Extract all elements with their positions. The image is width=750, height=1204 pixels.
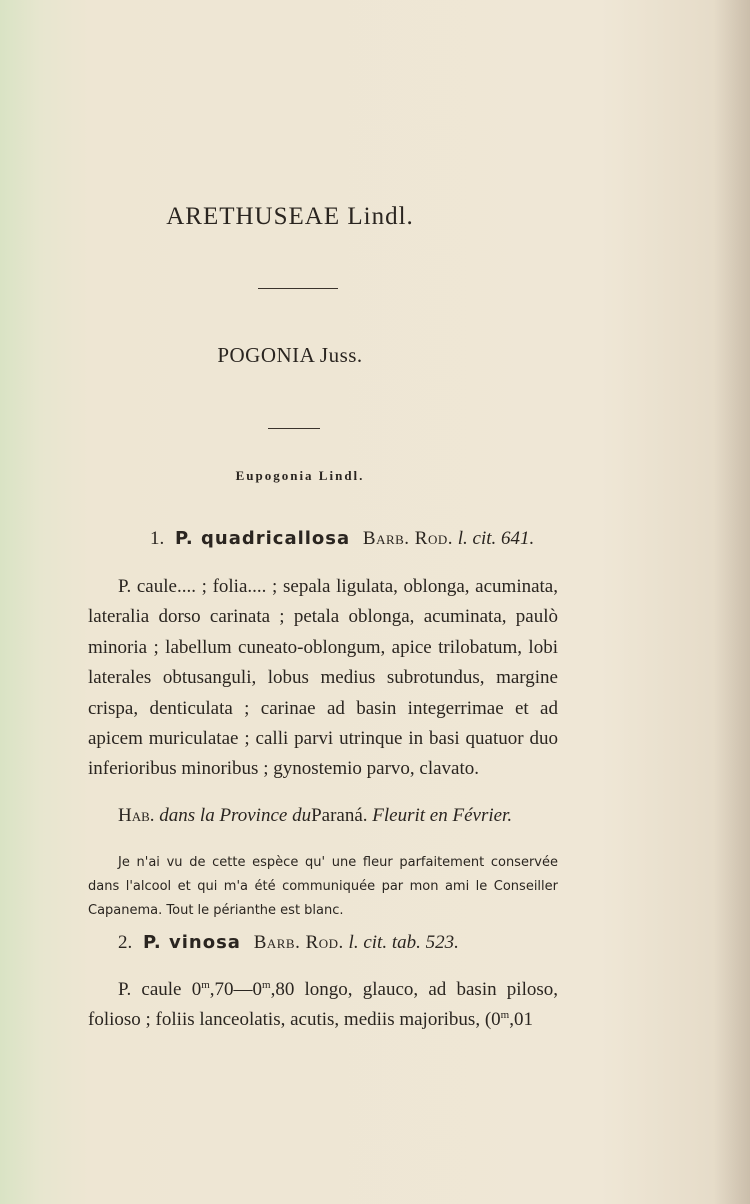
desc2-sup2: m (262, 979, 271, 991)
species-citation: l. cit. tab. 523. (348, 932, 459, 953)
page-edge-shadow (714, 0, 750, 1204)
species-author: Barb. Rod. (253, 932, 344, 953)
species-entry-2 (118, 932, 459, 954)
species-name: P. vinosa (143, 932, 241, 953)
species-entry-1 (150, 528, 534, 550)
entry-number: 2. (118, 932, 133, 953)
habitat-text-2: Fleurit en Février. (372, 805, 513, 826)
description-2 (88, 975, 558, 1036)
description-1-text: P. caule.... ; folia.... ; sepala ligulata, oblonga, acuminata, lateralia dorso carinata ; petala oblonga, acuminata, paulò minoria ; labellum cuneato-oblongum, apice trilobatum, lobi laterales obtusanguli, lobus medius subrotundus, margine crispa, denticulata ; carinae ad basin integerrimae et ad apicem muriculatae ; calli parvi utrinque in basi quatuor duo inferioribus minoribus ; gynostemio parvo, clavato. (88, 576, 558, 780)
section-title: ARETHUSEAE Lindl. (166, 203, 414, 230)
desc2-sup3: m (500, 1009, 510, 1022)
desc2-mid2: ,80 longo, glauco, ad basin piloso, folioso ; foliis lanceolatis, acutis, mediis majoribus, (0 (88, 979, 558, 1031)
description-1 (88, 572, 558, 785)
desc2-mid1: ,70—0 (209, 979, 263, 1000)
desc2-sup1: m (201, 979, 210, 991)
habitat-place: Paraná. (311, 805, 368, 826)
subgenus-heading: Eupogonia Lindl. (235, 468, 365, 483)
note-paragraph (88, 851, 558, 923)
species-citation: l. cit. 641. (457, 528, 535, 549)
species-name: P. quadricallosa (175, 528, 351, 549)
desc2-end: ,01 (509, 1009, 533, 1031)
note-text: Je n'ai vu de cette espèce qu' une fleur parfaitement conservée dans l'alcool et qui m'a été communiquée par mon ami le Conseiller Capanema. Tout le périanthe est blanc. (88, 855, 558, 918)
habitat-label: Hab. (118, 805, 155, 826)
species-author: Barb. Rod. (362, 528, 454, 549)
genus-heading: POGONIA Juss. (217, 343, 363, 367)
entry-number: 1. (150, 528, 165, 549)
divider-2 (268, 428, 320, 429)
habitat-text-1: dans la Province du (159, 805, 312, 826)
habitat-line (118, 805, 512, 827)
divider-1 (258, 288, 338, 289)
desc2-start: P. caule 0 (118, 979, 202, 1000)
